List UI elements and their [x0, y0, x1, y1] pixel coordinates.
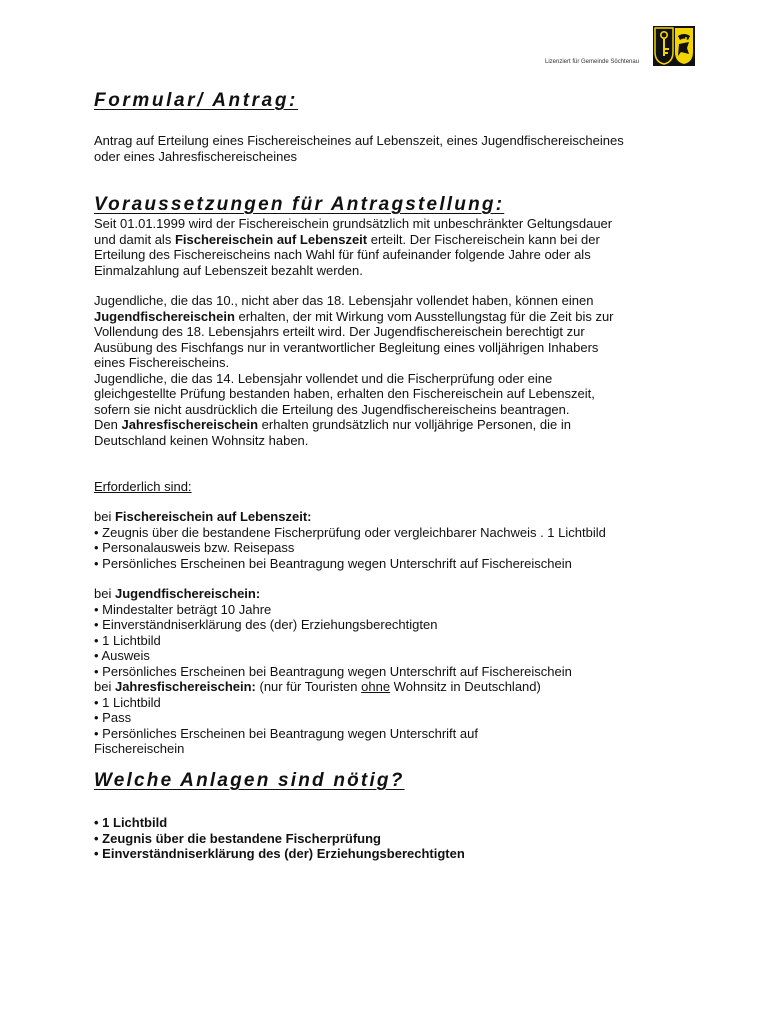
text-line: Ausübung des Fischfangs nur in verantwortlicher Begleitung eines volljährigen Inhabers: [94, 339, 599, 355]
intro-text: [94, 133, 694, 164]
text-line: Den Jahresfischereischein erhalten grundsätzlich nur volljährige Personen, die in: [94, 417, 571, 432]
list-item: • Einverständniserklärung des (der) Erziehungsberechtigten: [94, 617, 438, 632]
list-item: • Pass: [94, 710, 132, 725]
license-note: Lizenziert für Gemeinde Söchtenau: [545, 59, 640, 65]
group-title: bei Jugendfischereischein:: [94, 586, 261, 601]
text-line: Deutschland keinen Wohnsitz haben.: [94, 432, 309, 448]
text-line: und damit als Fischereischein auf Lebenszeit erteilt. Der Fischereischein kann bei der: [94, 231, 600, 247]
required-heading: Erforderlich sind:: [94, 479, 192, 494]
requirements-paragraph-2: [94, 293, 694, 448]
page-title: Formular/ Antrag:: [94, 90, 298, 111]
list-item: • Personalausweis bzw. Reisepass: [94, 540, 295, 555]
requirements-heading: Voraussetzungen für Antragstellung:: [94, 194, 505, 215]
required-jugend: [94, 586, 694, 757]
intro-line: oder eines Jahresfischereischeines: [94, 148, 298, 164]
list-item: Fischereischein: [94, 741, 185, 756]
attachments-list: [94, 815, 694, 862]
municipal-crest-icon: [653, 26, 695, 66]
list-item: • 1 Lichtbild: [94, 815, 168, 830]
attachments-heading: Welche Anlagen sind nötig?: [94, 770, 405, 791]
text-line: gleichgestellte Prüfung bestanden haben, erhalten den Fischereischein auf Lebenszeit,: [94, 386, 595, 401]
text-line: Vollendung des 18. Lebensjahrs erteilt wird. Der Jugendfischereischein berechtigt zur: [94, 324, 585, 339]
text-line: Jugendliche, die das 14. Lebensjahr vollendet und die Fischerprüfung oder eine: [94, 370, 553, 386]
list-item: • Ausweis: [94, 648, 150, 663]
text-line: Jugendliche, die das 10., nicht aber das 18. Lebensjahr vollendet haben, können einen: [94, 293, 594, 308]
group-title: bei Fischereischein auf Lebenszeit:: [94, 509, 312, 524]
list-item: • Persönliches Erscheinen bei Beantragung wegen Unterschrift auf Fischereischein: [94, 555, 572, 571]
list-item: • Persönliches Erscheinen bei Beantragung wegen Unterschrift auf: [94, 725, 478, 741]
list-item: • Persönliches Erscheinen bei Beantragung wegen Unterschrift auf Fischereischein: [94, 663, 572, 679]
text-line: Jugendfischereischein erhalten, der mit Wirkung vom Ausstellungstag für die Zeit bis zur: [94, 308, 614, 324]
intro-line: Antrag auf Erteilung eines Fischereischeines auf Lebenszeit, eines Jugendfischereischeines: [94, 133, 624, 148]
text-line: Erteilung des Fischereischeins nach Wahl für fünf aufeinander folgende Jahre oder als: [94, 247, 591, 262]
text-line: eines Fischereischeins.: [94, 355, 230, 370]
list-item: • Einverständniserklärung des (der) Erziehungsberechtigten: [94, 846, 465, 861]
text-line: Seit 01.01.1999 wird der Fischereischein grundsätzlich mit unbeschränkter Geltungsdauer: [94, 216, 613, 231]
text-line: Einmalzahlung auf Lebenszeit bezahlt werden.: [94, 262, 363, 278]
required-lebenszeit: [94, 509, 694, 571]
requirements-paragraph-1: [94, 216, 694, 278]
list-item: • Zeugnis über die bestandene Fischerprüfung oder vergleichbarer Nachweis . 1 Lichtbild: [94, 524, 606, 540]
group-title: bei Jahresfischereischein: (nur für Touristen ohne Wohnsitz in Deutschland): [94, 679, 541, 694]
list-item: • 1 Lichtbild: [94, 632, 161, 648]
list-item: • Mindestalter beträgt 10 Jahre: [94, 601, 272, 617]
list-item: • 1 Lichtbild: [94, 694, 161, 710]
text-line: sofern sie nicht ausdrücklich die Erteilung des Jugendfischereischeins beantragen.: [94, 401, 570, 417]
list-item: • Zeugnis über die bestandene Fischerprüfung: [94, 830, 381, 846]
